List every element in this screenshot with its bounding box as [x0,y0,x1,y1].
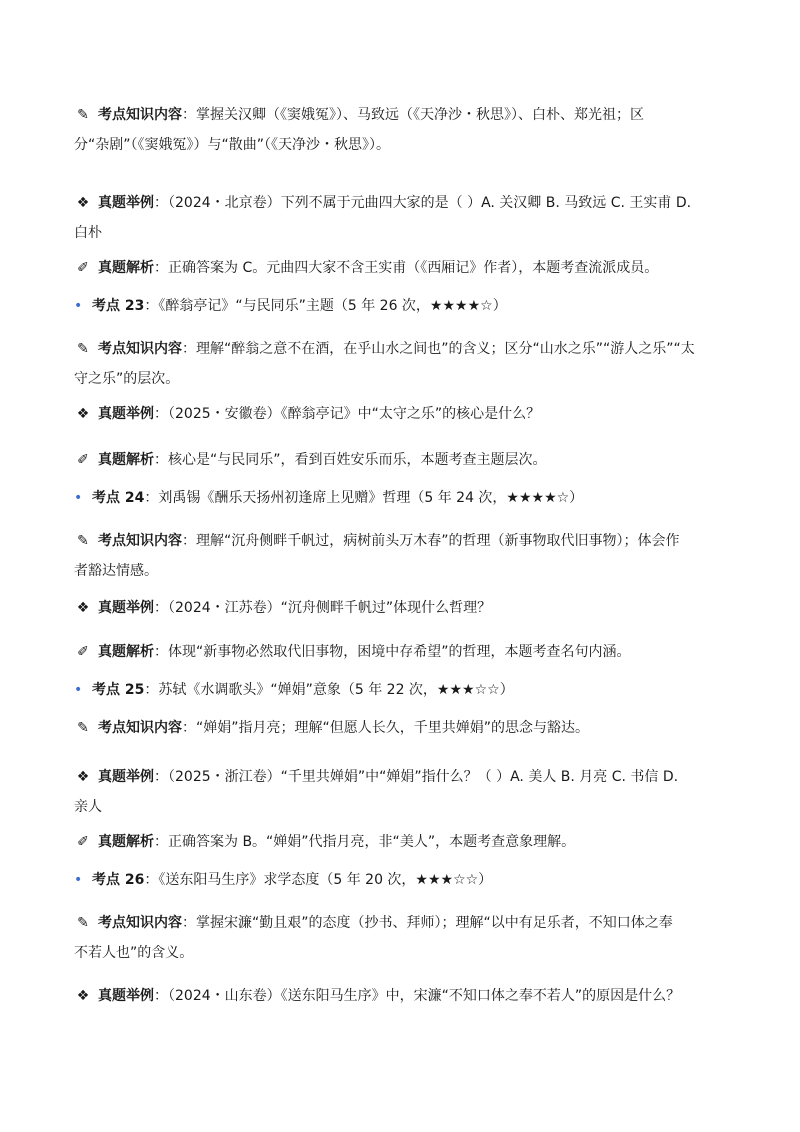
ruler-icon: ✐ [77,834,89,850]
label-separator: ： [182,915,196,931]
example-paragraph [74,762,730,822]
example-paragraph [74,598,730,618]
text-line: 白朴 [74,225,102,241]
diamond-icon: ❖ [76,195,90,211]
text-line: 体现“新事物必然取代旧事物，困境中存希望”的哲理，本题考查名句内涵。 [168,644,631,660]
point-line [74,870,730,890]
point-text: 《送东阳马生序》求学态度（5 年 20 次，★★★☆☆） [158,872,493,888]
text-line: 核心是“与民同乐”，看到百姓安乐而乐，本题考查主题层次。 [168,452,547,468]
knowledge-block [74,334,730,394]
text-line: 正确答案为 B。“婵娟”代指月亮，非“美人”，本题考查意象理解。 [168,834,576,850]
label-separator: ： [182,107,196,123]
point-label: 考点 26 [92,872,145,888]
label-separator: ： [144,298,159,314]
example-label: 真题举例 [98,988,154,1004]
ruler-icon: ✐ [77,260,89,276]
text-line: 分“杂剧”（《窦娥冤》）与“散曲”（《天净沙・秋思》）。 [74,137,391,153]
knowledge-block [74,718,730,738]
bullet-icon: • [74,298,83,314]
bullet-icon: • [74,682,83,698]
knowledge-paragraph [74,100,730,160]
example-paragraph [74,986,730,1006]
analysis-paragraph [74,450,730,470]
text-line: 亲人 [74,799,102,815]
example-label: 真题举例 [98,600,154,616]
text-line: （2024・江苏卷）“沉舟侧畔千帆过”体现什么哲理？ [168,600,492,616]
example-block [74,986,730,1006]
pencil-icon: ✎ [77,533,89,549]
point-line [74,488,730,508]
analysis-paragraph [74,258,730,278]
pencil-icon: ✎ [77,720,89,736]
analysis-label: 真题解析 [98,644,154,660]
point-block [74,870,730,890]
example-block [74,404,730,424]
knowledge-label: 考点知识内容 [98,533,182,549]
analysis-paragraph [74,642,730,662]
text-line: 不若人也”的含义。 [74,945,194,961]
point-block [74,680,730,700]
label-separator: ： [154,834,168,850]
example-block [74,762,730,822]
label-separator: ： [154,644,168,660]
pencil-icon: ✎ [77,915,89,931]
knowledge-label: 考点知识内容 [98,720,182,736]
point-text: 《醉翁亭记》“与民同乐”主题（5 年 26 次，★★★★☆） [158,298,507,314]
point-text: 刘禹锡《酬乐天扬州初逢席上见赠》哲理（5 年 24 次，★★★★☆） [158,490,584,506]
label-separator: ： [154,988,168,1004]
knowledge-label: 考点知识内容 [98,915,182,931]
example-label: 真题举例 [98,195,154,211]
analysis-paragraph [74,832,730,852]
label-separator: ： [182,341,196,357]
analysis-block [74,642,730,662]
label-separator: ： [144,682,159,698]
knowledge-paragraph [74,334,730,394]
text-line: 理解“沉舟侧畔千帆过，病树前头万木春”的哲理（新事物取代旧事物）；体会作 [196,533,680,549]
analysis-label: 真题解析 [98,260,154,276]
diamond-icon: ❖ [76,600,90,616]
diamond-icon: ❖ [76,769,90,785]
text-line: （2025・安徽卷）《醉翁亭记》中“太守之乐”的核心是什么？ [168,406,541,422]
diamond-icon: ❖ [76,406,90,422]
analysis-label: 真题解析 [98,834,154,850]
label-separator: ： [154,406,168,422]
label-separator: ： [144,490,159,506]
text-line: 掌握关汉卿（《窦娥冤》）、马致远（《天净沙・秋思》）、白朴、郑光祖；区 [196,107,644,123]
point-label: 考点 23 [92,298,145,314]
point-text: 苏轼《水调歌头》“婵娟”意象（5 年 22 次，★★★☆☆） [158,682,514,698]
analysis-block [74,258,730,278]
analysis-label: 真题解析 [98,452,154,468]
point-label: 考点 25 [92,682,145,698]
example-label: 真题举例 [98,769,154,785]
text-line: 守之乐”的层次。 [74,371,180,387]
text-line: 者豁达情感。 [74,563,158,579]
text-line: （2024・山东卷）《送东阳马生序》中，宋濂“不知口体之奉不若人”的原因是什么？ [168,988,681,1004]
example-block [74,598,730,618]
pencil-icon: ✎ [77,341,89,357]
label-separator: ： [154,195,168,211]
analysis-block [74,450,730,470]
example-paragraph [74,188,730,248]
point-line [74,680,730,700]
knowledge-block [74,908,730,968]
knowledge-label: 考点知识内容 [98,341,182,357]
example-paragraph [74,404,730,424]
ruler-icon: ✐ [77,644,89,660]
text-line: 掌握宋濂“勤且艰”的态度（抄书、拜师）；理解“以中有足乐者，不知口体之奉 [196,915,673,931]
ruler-icon: ✐ [77,452,89,468]
label-separator: ： [154,769,168,785]
text-line: （2024・北京卷）下列不属于元曲四大家的是（ ）A. 关汉卿 B. 马致远 C. 王实甫 D. [168,195,692,211]
knowledge-paragraph [74,718,730,738]
label-separator: ： [182,533,196,549]
pencil-icon: ✎ [77,107,89,123]
label-separator: ： [182,720,196,736]
label-separator: ： [154,260,168,276]
point-line [74,296,730,316]
example-label: 真题举例 [98,406,154,422]
text-line: 正确答案为 C。元曲四大家不含王实甫（《西厢记》作者），本题考查流派成员。 [168,260,659,276]
analysis-block [74,832,730,852]
point-block [74,296,730,316]
diamond-icon: ❖ [76,988,90,1004]
text-line: 理解“醉翁之意不在酒，在乎山水之间也”的含义；区分“山水之乐”“游人之乐”“太 [196,341,695,357]
knowledge-paragraph [74,526,730,586]
example-block [74,188,730,248]
label-separator: ： [154,452,168,468]
bullet-icon: • [74,490,83,506]
point-label: 考点 24 [92,490,145,506]
label-separator: ： [144,872,159,888]
knowledge-block [74,100,730,160]
point-block [74,488,730,508]
text-line: “婵娟”指月亮；理解“但愿人长久，千里共婵娟”的思念与豁达。 [196,720,590,736]
knowledge-label: 考点知识内容 [98,107,182,123]
knowledge-block [74,526,730,586]
label-separator: ： [154,600,168,616]
bullet-icon: • [74,872,83,888]
text-line: （2025・浙江卷）“千里共婵娟”中“婵娟”指什么？（ ）A. 美人 B. 月亮 C. 书信 D. [168,769,679,785]
knowledge-paragraph [74,908,730,968]
